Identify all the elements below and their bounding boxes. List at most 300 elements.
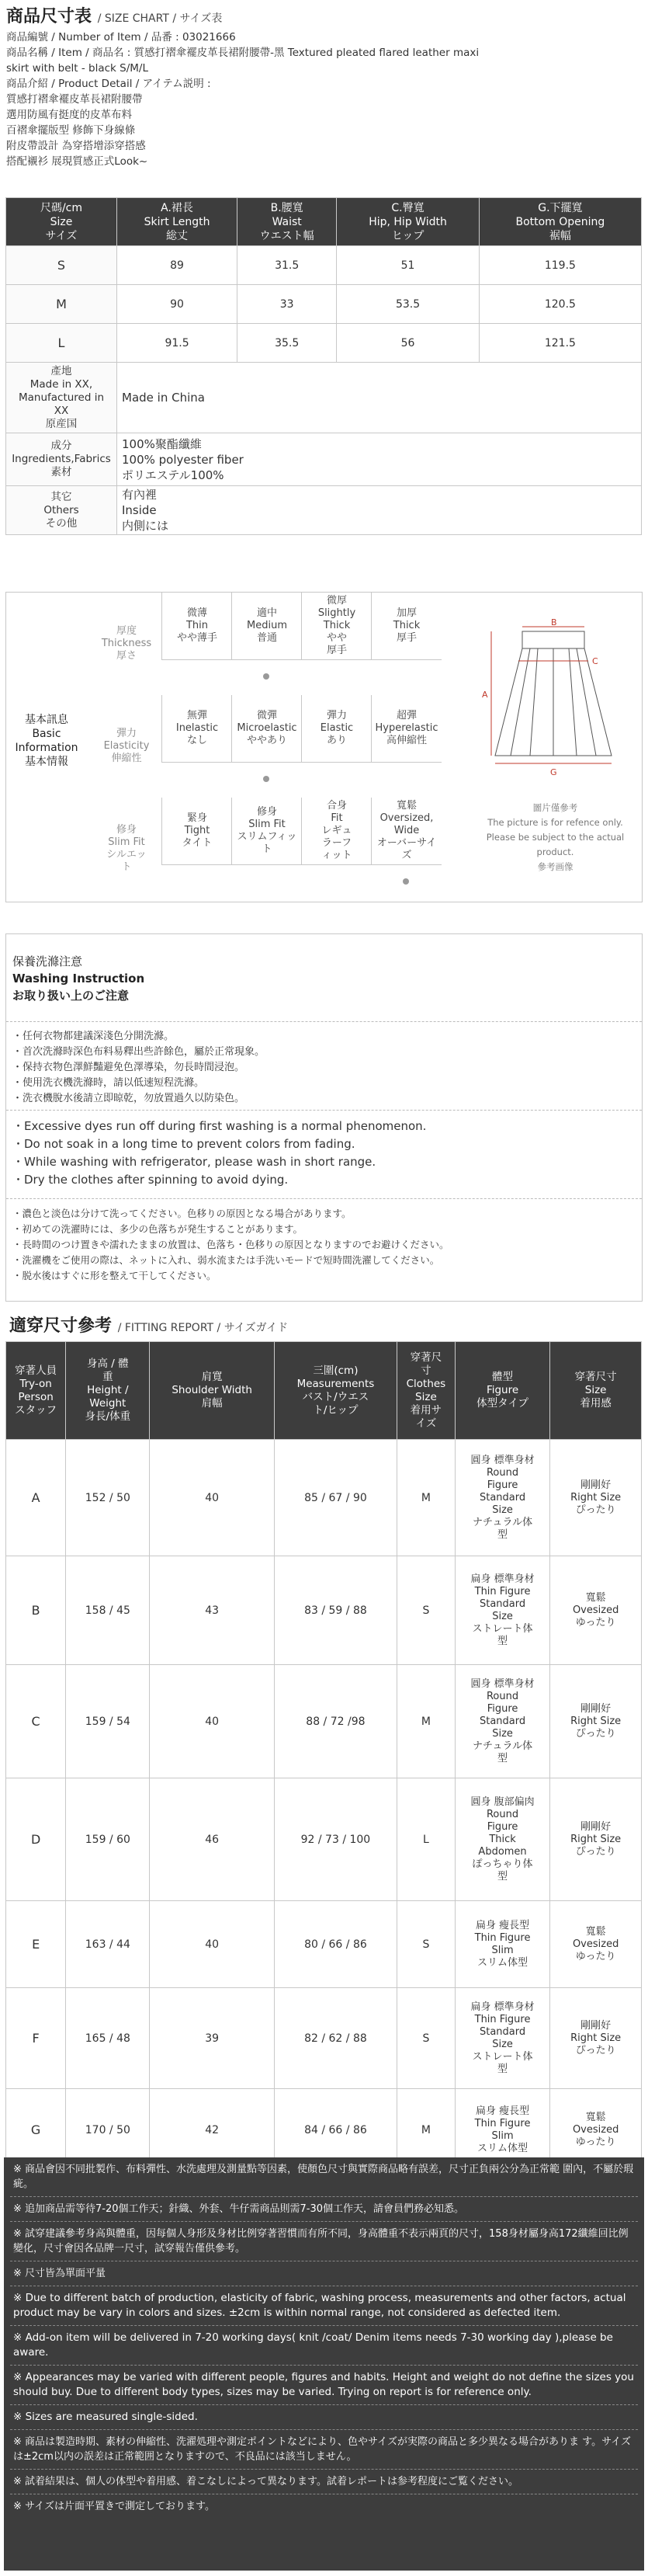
attribute-option xyxy=(371,798,442,865)
fitting-fit-text: ぴったり xyxy=(575,1727,616,1740)
fitting-fit-text: Ovesized xyxy=(572,1604,619,1616)
fitting-figure-text: Size xyxy=(492,1727,513,1740)
attribute-option xyxy=(231,695,302,763)
fitting-fit-text: ゆったり xyxy=(575,1950,616,1962)
size-header-text: Hip, Hip Width xyxy=(369,215,447,228)
size-header-text: B.腰寬 xyxy=(270,201,303,214)
size-chart-title xyxy=(6,3,222,27)
fitting-fit-text: Right Size xyxy=(570,2032,622,2044)
fitting-fit-text: 剛剛好 xyxy=(580,2019,612,2032)
fitting-header-text: 穿著尺寸 xyxy=(574,1371,617,1383)
attribute-name-text: 彈力 xyxy=(116,728,137,739)
fitting-header-cell xyxy=(6,1342,66,1440)
attribute-option xyxy=(301,798,372,865)
fitting-shoulder: 40 xyxy=(150,1901,274,1988)
attribute-name-text: Thickness xyxy=(101,638,152,649)
fitting-header-text: Height / xyxy=(87,1384,129,1396)
fitting-fit-text: 剛剛好 xyxy=(580,1820,612,1833)
fitting-header-text: 着用感 xyxy=(580,1397,612,1410)
fitting-fit-text: ぴったり xyxy=(575,2044,616,2056)
fitting-figure-text: Thin Figure xyxy=(474,1585,531,1597)
size-cell: 51 xyxy=(337,246,480,285)
fitting-fit xyxy=(550,1440,642,1556)
size-header-text: サイズ xyxy=(45,229,78,242)
attribute-option-text: Inelastic xyxy=(175,722,219,734)
washing-title-zh: 保養洗滌注意 xyxy=(12,954,83,968)
notice-line: ※ 尺寸皆為單面平量 xyxy=(13,2268,106,2279)
fitting-fit-text: Right Size xyxy=(570,1491,622,1504)
info-line: 搭配襯衫 展現質感正式Look~ xyxy=(6,155,148,168)
fitting-header-text: Figure xyxy=(486,1384,519,1396)
fitting-header-text: Size xyxy=(584,1384,607,1396)
info-row-label-text: 素材 xyxy=(50,466,72,478)
attribute-option-text: ィット xyxy=(321,850,352,861)
fitting-figure-text: スリム体型 xyxy=(477,1956,528,1969)
fitting-header-text: 穿著人員 xyxy=(15,1364,57,1377)
fitting-fit-text: Right Size xyxy=(570,1833,622,1845)
fitting-size: S xyxy=(397,1988,455,2089)
attribute-option-text: ズ xyxy=(401,850,412,861)
fitting-figure-text: 扁身 標準身材 xyxy=(470,2001,535,2013)
fitting-header-text: Clothes xyxy=(406,1377,446,1390)
size-cell: 120.5 xyxy=(479,285,641,324)
title-zh: 商品尺寸表 xyxy=(6,7,92,26)
attribute-option-text: 超彈 xyxy=(396,710,417,721)
attribute-name xyxy=(92,695,161,798)
fitting-header-text: 穿著尺 xyxy=(410,1351,442,1364)
fitting-header-text: バスト/ウエス xyxy=(302,1390,369,1403)
washing-zh xyxy=(12,1029,265,1107)
fitting-header-cell xyxy=(274,1342,397,1440)
info-row-value-text: ポリエステル100% xyxy=(122,468,224,482)
attribute-option-text: 厚手 xyxy=(326,645,347,656)
fitting-measurements: 88 / 72 /98 xyxy=(274,1665,397,1778)
info-line: 百褶傘擺版型 修飾下身線條 xyxy=(6,124,136,137)
info-row-label-text: 原産国 xyxy=(45,417,78,430)
info-row-label-text: Others xyxy=(43,503,79,516)
attribute-option-text: あり xyxy=(326,735,347,746)
diagram-label-g: G xyxy=(550,767,557,777)
size-header-text: C.臀寬 xyxy=(391,201,424,214)
notice-line: ※ Appearances may be varied with different people, figures and habits. Height and weight do not define the sizes you should buy. Due to different body types, sizes may be varied. Trying on report is for reference only. xyxy=(13,2371,634,2398)
fitting-figure-text: Round xyxy=(486,1466,519,1479)
attribute-option xyxy=(301,593,372,660)
attribute-option-text: レギュ xyxy=(321,825,352,836)
fitting-height-weight: 163 / 44 xyxy=(66,1901,150,1988)
fitting-figure-text: ストレート体 xyxy=(472,2050,533,2063)
info-row-value xyxy=(117,486,642,535)
size-cell: 56 xyxy=(337,324,480,363)
washing-line: ・While washing with refrigerator, please wash in short range. xyxy=(12,1155,376,1169)
size-header-cell xyxy=(479,198,641,246)
fitting-height-weight: 170 / 50 xyxy=(66,2089,150,2171)
attribute-option xyxy=(301,695,372,763)
washing-line: ・初めての洗濯時には、多少の色落ちが発生することがあります。 xyxy=(12,1223,303,1235)
attribute-option-text: 厚手 xyxy=(396,632,417,644)
attribute-option-text: 無彈 xyxy=(186,710,207,721)
attribute-option-text: Tight xyxy=(184,825,210,836)
attribute-name-text: ト xyxy=(121,861,132,873)
fitting-figure-text: 圓身 標準身材 xyxy=(470,1454,535,1466)
notice-line: ※ 商品は製造時期、素材の伸縮性、洗濯処理や測定ポイントなどにより、色やサイズが実際の商品と多少異なる場合がありま す。サイズは±2cm以内の誤差は正常範囲となりますので、不良品には該当しません。 xyxy=(13,2436,632,2463)
diagram-label-c: C xyxy=(592,656,598,666)
fitting-shoulder: 42 xyxy=(150,2089,274,2171)
info-row-value-text: 100% polyester fiber xyxy=(122,452,244,467)
info-line: 商品名稱 / Item / 商品名 : 質感打褶傘襬皮革長裙附腰帶-黑 Textured pleated flared leather maxi xyxy=(6,47,480,59)
fitting-header-text: Shoulder Width xyxy=(172,1384,252,1396)
picture-note-line: Please be subject to the actual xyxy=(486,832,625,843)
attribute-option-text: Fit xyxy=(331,812,343,824)
attribute-option xyxy=(231,593,302,660)
fitting-figure-text: Size xyxy=(492,1610,513,1622)
info-row-value-text: Inside xyxy=(122,503,157,517)
fitting-header-text: 体型タイプ xyxy=(476,1397,528,1410)
attribute-option-text: オーバーサイ xyxy=(376,837,437,849)
fitting-measurements: 92 / 73 / 100 xyxy=(274,1778,397,1901)
attribute-option-text: 合身 xyxy=(326,800,347,812)
info-row-label xyxy=(6,486,117,535)
fitting-header-text: Try-on xyxy=(19,1377,52,1390)
fitting-size: L xyxy=(397,1778,455,1901)
fitting-fit xyxy=(550,1556,642,1665)
fitting-header-text: スタッフ xyxy=(15,1403,57,1417)
fitting-fit xyxy=(550,1778,642,1901)
fitting-header-text: 身長/体重 xyxy=(85,1410,131,1423)
fitting-measurements: 85 / 67 / 90 xyxy=(274,1440,397,1556)
fitting-header-text: 着用サ xyxy=(410,1403,442,1417)
attribute-option-text: Oversized, xyxy=(379,812,434,824)
fitting-person: B xyxy=(6,1556,66,1665)
fitting-title xyxy=(9,1312,288,1337)
washing-line: ・脱水後はすぐに形を整えて干してください。 xyxy=(12,1270,217,1281)
fitting-figure-text: スリム体型 xyxy=(477,2142,528,2154)
picture-note-line: product. xyxy=(536,846,574,857)
attribute-option-text: 修身 xyxy=(256,806,277,818)
size-header-text: 尺碼/cm xyxy=(40,201,83,214)
info-line: 附皮帶設計 為穿搭增添穿搭感 xyxy=(6,140,146,152)
fitting-figure xyxy=(455,1778,549,1901)
attribute-option-text: やや薄手 xyxy=(176,632,217,644)
fitting-figure-text: Standard xyxy=(479,1715,526,1727)
fitting-shoulder: 40 xyxy=(150,1440,274,1556)
washing-line: ・Excessive dyes run off during first washing is a normal phenomenon. xyxy=(12,1119,427,1133)
attribute-option-text: Thick xyxy=(323,620,351,631)
attribute-name xyxy=(92,593,161,695)
info-row-label-text: 產地 xyxy=(50,364,72,377)
attribute-option xyxy=(161,695,232,763)
fitting-figure-text: 型 xyxy=(497,2063,508,2075)
selected-dot-icon xyxy=(263,776,269,782)
size-table xyxy=(5,197,642,535)
skirt-diagram xyxy=(476,617,631,794)
picture-note-line: 圖片僅參考 xyxy=(532,802,578,813)
size-header-text: Bottom Opening xyxy=(515,215,605,228)
fitting-fit-text: ぴったり xyxy=(575,1504,616,1516)
info-row-value-text: 内側には xyxy=(122,519,169,533)
fitting-figure-text: ナチュラル体 xyxy=(472,1516,533,1528)
fitting-figure-text: Figure xyxy=(487,1702,518,1715)
fitting-figure-text: 扁身 瘦長型 xyxy=(475,1919,530,1931)
notice-line: ※ 試穿建議參考身高與體重，因每個人身形及身材比例穿著習慣而有所不同，身高體重不表示兩頁的尺寸，158身材屬身高172纖維回比例變化，尺寸會因各品牌一尺寸，試穿報告僅供參考。 xyxy=(13,2228,629,2254)
size-header-text: G.下擺寬 xyxy=(538,201,583,214)
fitting-figure-text: ぽっちゃり体 xyxy=(472,1858,533,1870)
notice-line: ※ 商品會因不同批製作、布料彈性、水洗處理及測量點等因素，使顏色尺寸與實際商品略有誤差，尺寸正負兩公分為正常範 圍內，不屬於瑕疵。 xyxy=(13,2164,634,2190)
fitting-header-cell xyxy=(66,1342,150,1440)
washing-line: ・任何衣物都建議深淺色分開洗滌。 xyxy=(12,1031,175,1042)
fitting-height-weight: 159 / 60 xyxy=(66,1778,150,1901)
fitting-header-cell xyxy=(550,1342,642,1440)
fitting-figure-text: Size xyxy=(492,2038,513,2050)
attribute-name-text: 厚度 xyxy=(116,625,137,637)
attribute-option-text: 緊身 xyxy=(186,812,207,824)
fitting-shoulder: 40 xyxy=(150,1665,274,1778)
attribute-option-text: Slightly xyxy=(317,607,356,619)
basic-label-text: Basic xyxy=(32,728,61,740)
size-row-label: M xyxy=(6,285,117,324)
attribute-option-text: Hyperelastic xyxy=(375,722,438,734)
notice-line: ※ 試着結果は、個人の体型や着用感、着こなしによって異なります。試着レポートは参考程度にご覧ください。 xyxy=(13,2476,518,2487)
info-row-label-text: XX xyxy=(54,404,69,417)
fitting-figure-text: 型 xyxy=(497,1752,508,1764)
fitting-figure xyxy=(455,1901,549,1988)
info-row-label xyxy=(6,363,117,433)
fitting-header-text: 三圍(cm) xyxy=(313,1364,359,1377)
basic-label-text: 基本情報 xyxy=(25,756,68,768)
fitting-height-weight: 158 / 45 xyxy=(66,1556,150,1665)
fitting-fit xyxy=(550,1665,642,1778)
fitting-figure xyxy=(455,1665,549,1778)
washing-line: ・使用洗衣機洗滌時，請以低速短程洗滌。 xyxy=(12,1077,205,1089)
basic-label-text: Information xyxy=(15,742,78,754)
fitting-figure-text: Standard xyxy=(479,1597,526,1610)
attribute-option-text: 微薄 xyxy=(186,607,207,619)
washing-line: ・保持衣物色澤鮮豔避免色澤導染，勿長時間浸泡。 xyxy=(12,1062,245,1073)
fitting-figure-text: Figure xyxy=(487,1820,518,1833)
fitting-measurements: 84 / 66 / 86 xyxy=(274,2089,397,2171)
info-line: 質感打褶傘襬皮革長裙附腰帶 xyxy=(6,93,143,106)
size-header-cell xyxy=(237,198,337,246)
attribute-option xyxy=(161,798,232,865)
fitting-header-text: 體型 xyxy=(492,1371,514,1383)
attribute-option-text: ラーフ xyxy=(321,837,352,849)
fitting-figure xyxy=(455,1988,549,2089)
basic-label-text: 基本訊息 xyxy=(25,714,68,726)
fitting-title-sub: / FITTING REPORT / サイズガイド xyxy=(117,1322,289,1334)
attribute-option-text: Microelastic xyxy=(237,722,297,734)
fitting-figure-text: 型 xyxy=(497,1528,508,1541)
info-row-label-text: Made in XX, xyxy=(29,377,93,391)
fitting-header-text: Size xyxy=(415,1390,437,1403)
attribute-option-text: 適中 xyxy=(256,607,277,619)
size-cell: 89 xyxy=(117,246,237,285)
title-sub: / SIZE CHART / サイズ表 xyxy=(97,12,223,25)
fitting-person: D xyxy=(6,1778,66,1901)
fitting-table xyxy=(5,1341,642,2171)
attribute-option-text: Thick xyxy=(393,620,421,631)
attribute-option-text: ややあり xyxy=(246,735,287,746)
washing-title-en: Washing Instruction xyxy=(12,972,145,986)
fitting-figure-text: 扁身 標準身材 xyxy=(470,1573,535,1585)
fitting-fit-text: Ovesized xyxy=(572,1938,619,1950)
size-header-cell xyxy=(6,198,117,246)
size-header-text: Waist xyxy=(272,215,302,228)
notice-line: ※ Sizes are measured single-sided. xyxy=(13,2411,198,2423)
fitting-figure-text: Slim xyxy=(491,2129,514,2142)
fitting-figure-text: ナチュラル体 xyxy=(472,1740,533,1752)
washing-line: ・長時間のつけ置きや濡れたままの放置は、色落ち・色移りの原因となりますのでお避けください。 xyxy=(12,1239,449,1250)
info-lines xyxy=(6,30,643,169)
washing-line: ・Do not soak in a long time to prevent colors from fading. xyxy=(12,1137,355,1151)
size-cell: 121.5 xyxy=(479,324,641,363)
attribute-option-text: 寬鬆 xyxy=(396,800,417,812)
fitting-person: F xyxy=(6,1988,66,2089)
fitting-header-text: 重 xyxy=(102,1371,113,1383)
size-header-cell xyxy=(337,198,480,246)
washing-en xyxy=(12,1118,426,1189)
size-header-text: Size xyxy=(50,215,73,228)
attribute-option-text: 微彈 xyxy=(256,710,277,721)
fitting-figure-text: 扁身 瘦長型 xyxy=(475,2105,530,2117)
attribute-option-text: Elastic xyxy=(320,722,354,734)
fitting-figure-text: Standard xyxy=(479,1491,526,1504)
selected-dot-icon xyxy=(403,878,409,885)
size-cell: 90 xyxy=(117,285,237,324)
fitting-fit xyxy=(550,1988,642,2089)
attribute-option-text: タイト xyxy=(182,837,213,849)
size-cell: 119.5 xyxy=(479,246,641,285)
size-header-text: Skirt Length xyxy=(144,215,210,228)
fitting-figure-text: Thin Figure xyxy=(474,1931,531,1944)
size-header-text: 裾幅 xyxy=(549,229,571,242)
info-row-value xyxy=(117,363,642,433)
attribute-option xyxy=(161,593,232,660)
fitting-height-weight: 152 / 50 xyxy=(66,1440,150,1556)
attribute-name-text: Elasticity xyxy=(103,740,150,752)
info-row-value-text: Made in China xyxy=(122,391,205,405)
fitting-person: A xyxy=(6,1440,66,1556)
fitting-fit-text: 寬鬆 xyxy=(585,1925,606,1938)
fitting-figure xyxy=(455,1556,549,1665)
attribute-option-text: Wide xyxy=(393,825,420,836)
fitting-figure-text: Thin Figure xyxy=(474,2117,531,2129)
info-line: skirt with belt - black S/M/L xyxy=(6,62,149,75)
attribute-grid xyxy=(92,593,464,902)
fitting-header-text: Weight xyxy=(89,1397,126,1410)
attribute-option-text: 彈力 xyxy=(326,710,347,721)
size-header-text: ヒップ xyxy=(391,229,424,242)
basic-info-label xyxy=(8,713,85,769)
fitting-fit-text: ぴったり xyxy=(575,1845,616,1858)
washing-panel xyxy=(5,933,643,1302)
size-cell: 33 xyxy=(237,285,337,324)
fitting-fit-text: ゆったり xyxy=(575,2136,616,2148)
washing-line: ・洗衣機脫水後請立即晾乾，勿放置過久以防染色。 xyxy=(12,1093,245,1104)
size-cell: 35.5 xyxy=(237,324,337,363)
fitting-shoulder: 43 xyxy=(150,1556,274,1665)
picture-note xyxy=(472,801,639,874)
info-line: 商品編號 / Number of Item / 品番 : 03021666 xyxy=(6,31,236,43)
selected-dot-icon xyxy=(263,673,269,680)
fitting-figure-text: Thin Figure xyxy=(474,2013,531,2025)
fitting-figure-text: Abdomen xyxy=(478,1845,527,1858)
washing-line: ・濃色と淡色は分けて洗ってください。色移りの原因となる場合があります。 xyxy=(12,1208,352,1219)
fitting-title-zh: 適穿尺寸參考 xyxy=(9,1316,113,1336)
fitting-figure-text: Size xyxy=(492,1504,513,1516)
fitting-header-text: 身高 / 體 xyxy=(87,1358,129,1370)
fitting-fit-text: ゆったり xyxy=(575,1616,616,1629)
fitting-figure-text: Round xyxy=(486,1808,519,1820)
fitting-figure-text: Standard xyxy=(479,2025,526,2038)
fitting-size: M xyxy=(397,1665,455,1778)
attribute-name-text: Slim Fit xyxy=(108,836,145,848)
diagram-label-a: A xyxy=(482,690,488,700)
fitting-figure-text: 型 xyxy=(497,1870,508,1882)
fitting-header-cell xyxy=(455,1342,549,1440)
fitting-figure-text: 圓身 腹部偏肉 xyxy=(470,1796,535,1808)
fitting-figure-text: Slim xyxy=(491,1944,514,1956)
fitting-figure-text: Thick xyxy=(489,1833,516,1845)
fitting-fit xyxy=(550,1901,642,1988)
fitting-header-text: Measurements xyxy=(296,1377,375,1390)
fitting-size: S xyxy=(397,1556,455,1665)
fitting-person: E xyxy=(6,1901,66,1988)
attribute-option-text: Thin xyxy=(185,620,209,631)
fitting-fit-text: 寬鬆 xyxy=(585,2111,606,2123)
info-line: 商品介紹 / Product Detail / アイテム説明 : xyxy=(6,78,211,90)
fitting-size: M xyxy=(397,2089,455,2171)
notice-line: ※ Due to different batch of production, elasticity of fabric, washing process, measurements and other factors, actual product may be vary in colors and sizes. ±2cm is within normal range, not considered as defected item. xyxy=(13,2292,626,2319)
info-row-label-text: 成分 xyxy=(50,440,72,452)
fitting-size: M xyxy=(397,1440,455,1556)
fitting-figure xyxy=(455,1440,549,1556)
info-row-value xyxy=(117,433,642,486)
notice-line: ※ 追加商品需等待7-20個工作天；針織、外套、牛仔需商品則需7-30個工作天，請會員們務必知悉。 xyxy=(13,2203,465,2215)
fitting-height-weight: 159 / 54 xyxy=(66,1665,150,1778)
fitting-measurements: 82 / 62 / 88 xyxy=(274,1988,397,2089)
attribute-option-text: 高伸縮性 xyxy=(386,735,427,746)
fitting-shoulder: 46 xyxy=(150,1778,274,1901)
notice-line: ※ サイズは片面平置きで測定しております。 xyxy=(13,2501,215,2512)
size-cell: 91.5 xyxy=(117,324,237,363)
fitting-figure-text: 圓身 標準身材 xyxy=(470,1677,535,1690)
size-header-cell xyxy=(117,198,237,246)
fitting-header-cell xyxy=(397,1342,455,1440)
attribute-option-text: 微厚 xyxy=(326,595,347,607)
fitting-header-text: イズ xyxy=(415,1417,437,1430)
washing-jp xyxy=(12,1206,449,1284)
fitting-fit-text: 寬鬆 xyxy=(585,1591,606,1604)
fitting-person: G xyxy=(6,2089,66,2171)
fitting-header-text: Person xyxy=(18,1390,54,1403)
size-cell: 53.5 xyxy=(337,285,480,324)
fitting-measurements: 83 / 59 / 88 xyxy=(274,1556,397,1665)
attribute-option-text: なし xyxy=(186,735,207,746)
fitting-header-cell xyxy=(150,1342,274,1440)
fitting-figure-text: 型 xyxy=(497,1635,508,1647)
attribute-option-text: やや xyxy=(326,632,347,644)
washing-line: ・洗濯機をご使用の際は、ネットに入れ、弱水流または手洗いモードで短時間洗濯してください。 xyxy=(12,1254,440,1266)
attribute-option-text: Slim Fit xyxy=(248,819,286,830)
notice-line: ※ Add-on item will be delivered in 7-20 working days( knit /coat/ Denim items needs 7-30 working day ),please be aware. xyxy=(13,2331,613,2359)
size-row-label: L xyxy=(6,324,117,363)
size-row-label: S xyxy=(6,246,117,285)
size-header-text: A.裙長 xyxy=(161,201,193,214)
size-header-text: 総丈 xyxy=(166,229,189,242)
size-cell: 31.5 xyxy=(237,246,337,285)
fitting-fit-text: 剛剛好 xyxy=(580,1702,612,1715)
washing-title-jp: お取り扱い上のご注意 xyxy=(12,989,130,1003)
info-row-label-text: Manufactured in xyxy=(18,391,105,404)
